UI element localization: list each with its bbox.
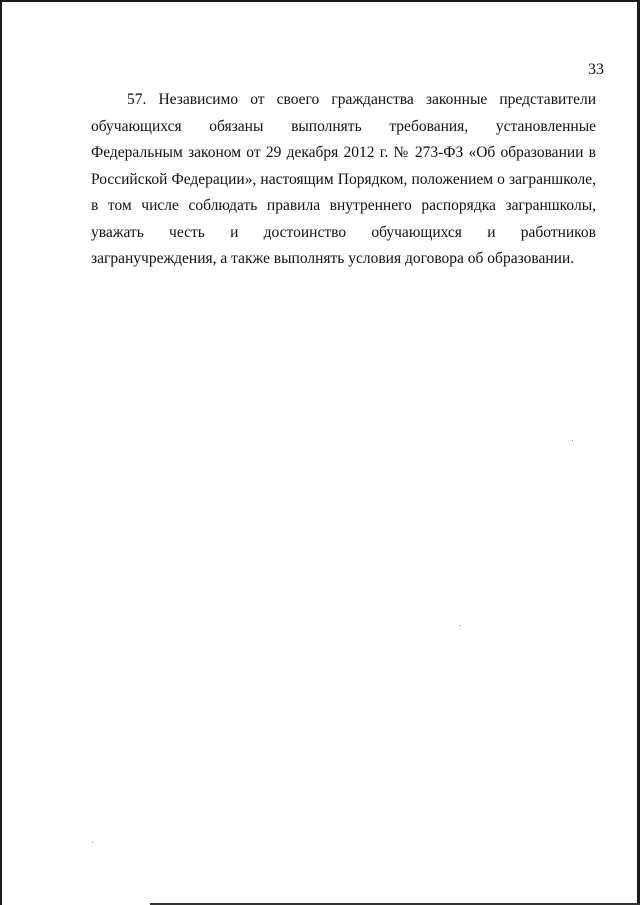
scan-edge-top (0, 0, 640, 2)
scan-speck (92, 842, 93, 843)
scan-speck (460, 625, 461, 626)
paragraph-57: 57. Независимо от своего гражданства законные представители обучающихся обязаны выполнять требования, установленные Федеральным законом от 29 декабря 2012 г. № 273-ФЗ «Об образовании в Российской Федерации», настоящим Порядком, положением о заграншколе, в том числе соблюдать правила внутреннего распорядка заграншколы, уважать честь и достоинство обучающихся и работников загранучреждения, а также выполнять условия договора об образовании. (91, 91, 596, 267)
scan-edge-left (0, 0, 2, 905)
scan-speck (572, 440, 573, 441)
page-number: 33 (588, 61, 604, 78)
